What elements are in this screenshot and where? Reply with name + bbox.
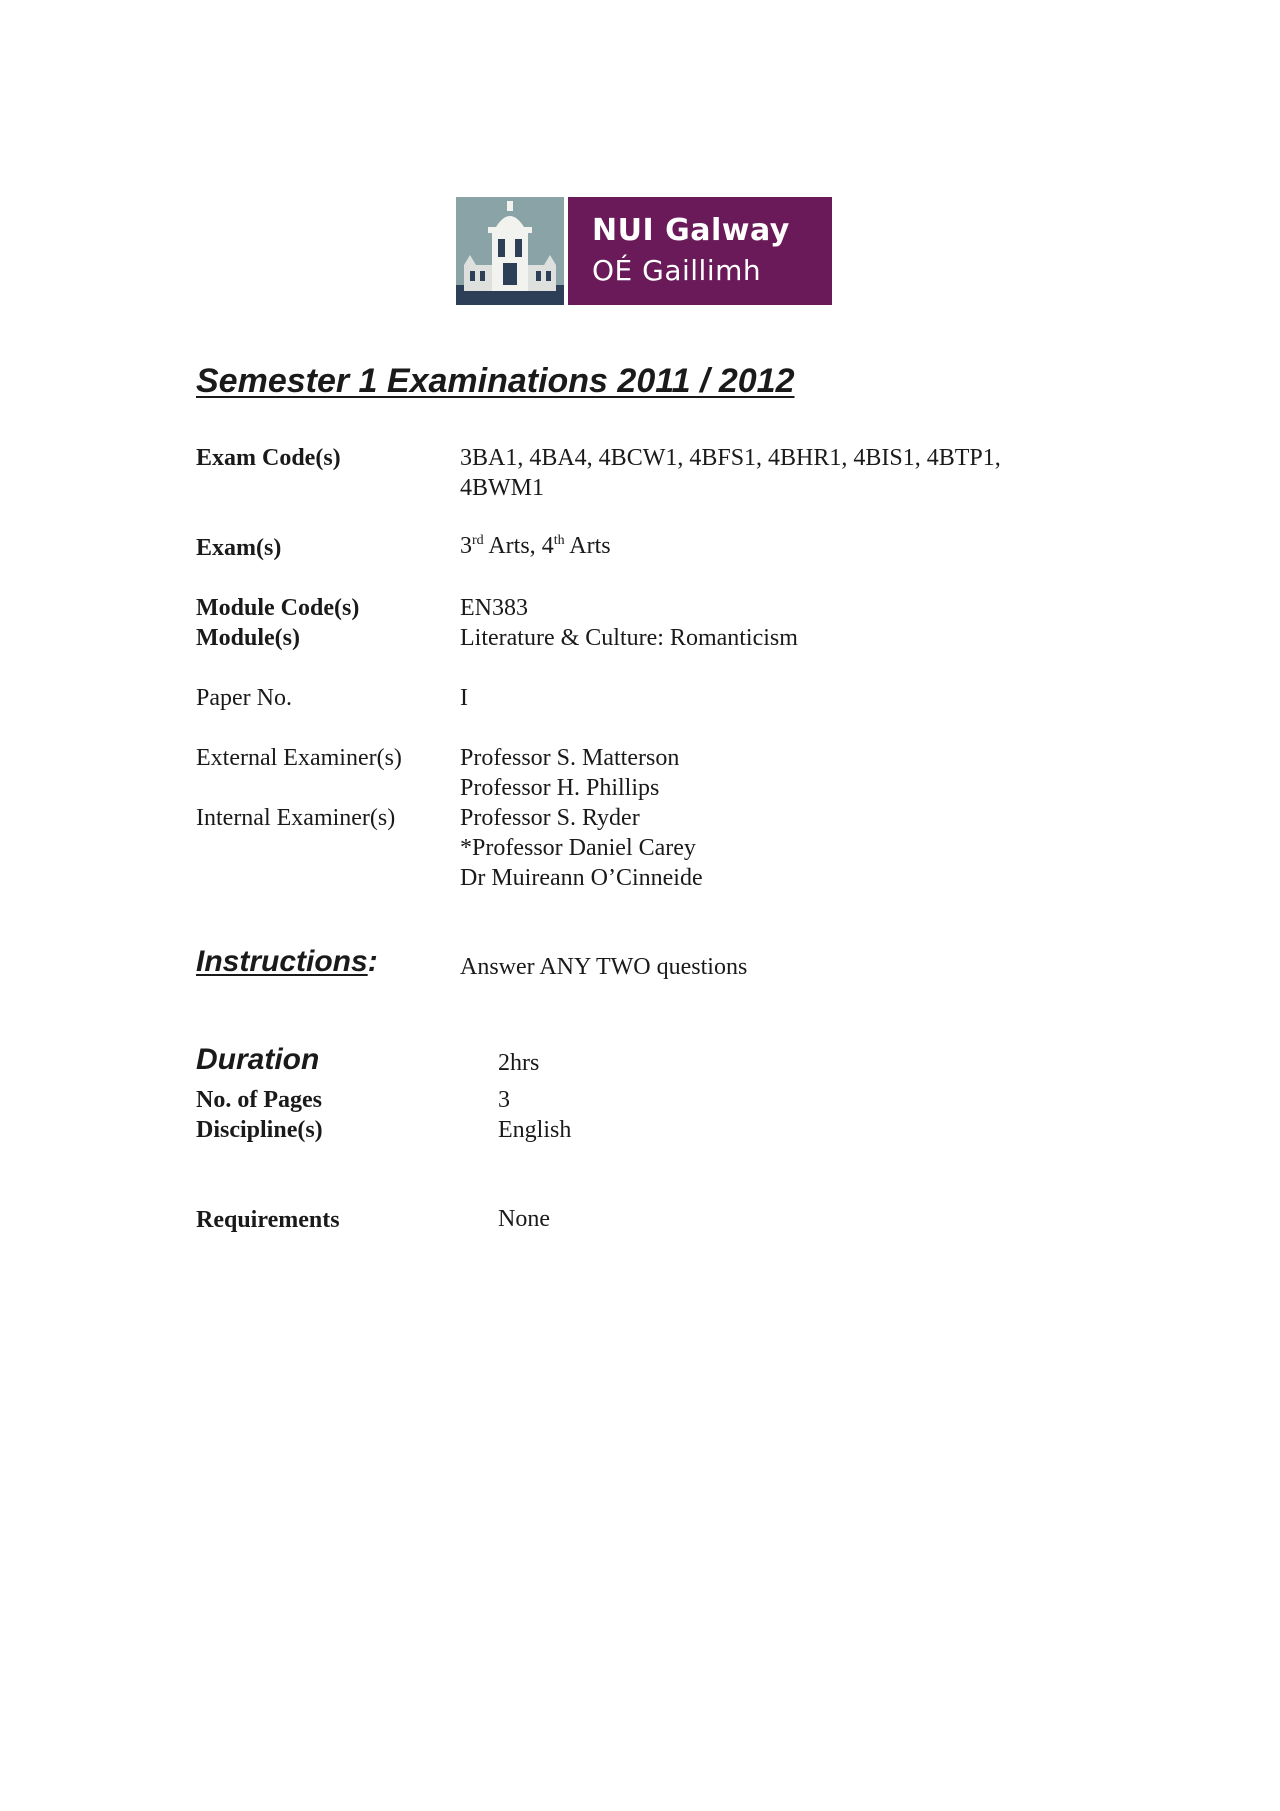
no-of-pages-value: 3 xyxy=(498,1087,510,1113)
requirements-label: Requirements xyxy=(196,1207,340,1233)
exams-ordinal-rd: rd xyxy=(472,533,484,548)
external-examiner-2: Professor H. Phillips xyxy=(460,775,660,801)
instructions-colon: : xyxy=(367,945,378,978)
module-codes-label: Module Code(s) xyxy=(196,595,360,621)
module-codes-value: EN383 xyxy=(460,595,528,621)
internal-examiner-1: Professor S. Ryder xyxy=(460,805,640,831)
exams-ordinal-th: th xyxy=(553,533,565,548)
disciplines-value: English xyxy=(498,1117,572,1143)
requirements-value: None xyxy=(498,1206,550,1232)
logo-text-irish: OÉ Gaillimh xyxy=(592,254,762,287)
exams-label: Exam(s) xyxy=(196,535,282,561)
instructions-label xyxy=(196,945,378,979)
duration-value: 2hrs xyxy=(498,1050,540,1076)
no-of-pages-label: No. of Pages xyxy=(196,1087,322,1113)
page-title: Semester 1 Examinations 2011 / 2012 xyxy=(196,362,795,400)
exams-value xyxy=(460,531,611,561)
internal-examiner-2: *Professor Daniel Carey xyxy=(460,835,696,861)
internal-examiner-3: Dr Muireann O’Cinneide xyxy=(460,865,703,891)
exam-codes-value-line1: 3BA1, 4BA4, 4BCW1, 4BFS1, 4BHR1, 4BIS1, 4BTP1, xyxy=(460,445,1001,471)
paper-no-value: I xyxy=(460,685,468,711)
exam-codes-value-line2: 4BWM1 xyxy=(460,475,544,501)
duration-label: Duration xyxy=(196,1043,320,1076)
modules-value: Literature & Culture: Romanticism xyxy=(460,625,798,651)
exams-year-4: 4 xyxy=(541,533,554,559)
instructions-value: Answer ANY TWO questions xyxy=(460,954,748,980)
external-examiner-1: Professor S. Matterson xyxy=(460,745,680,771)
paper-no-label: Paper No. xyxy=(196,685,292,711)
modules-label: Module(s) xyxy=(196,625,300,651)
university-logo xyxy=(456,197,832,305)
exam-codes-label: Exam Code(s) xyxy=(196,445,341,471)
logo-text-english: NUI Galway xyxy=(592,213,790,248)
exams-year-3: 3 xyxy=(460,533,472,559)
instructions-label-text: Instructions xyxy=(196,945,368,978)
exams-arts-2: Arts xyxy=(564,533,611,559)
disciplines-label: Discipline(s) xyxy=(196,1117,323,1143)
logo-wordmark xyxy=(568,197,832,305)
internal-examiners-label: Internal Examiner(s) xyxy=(196,805,396,831)
exams-arts-1: Arts, xyxy=(483,533,542,559)
tower-building-icon xyxy=(456,197,564,305)
external-examiners-label: External Examiner(s) xyxy=(196,745,402,771)
